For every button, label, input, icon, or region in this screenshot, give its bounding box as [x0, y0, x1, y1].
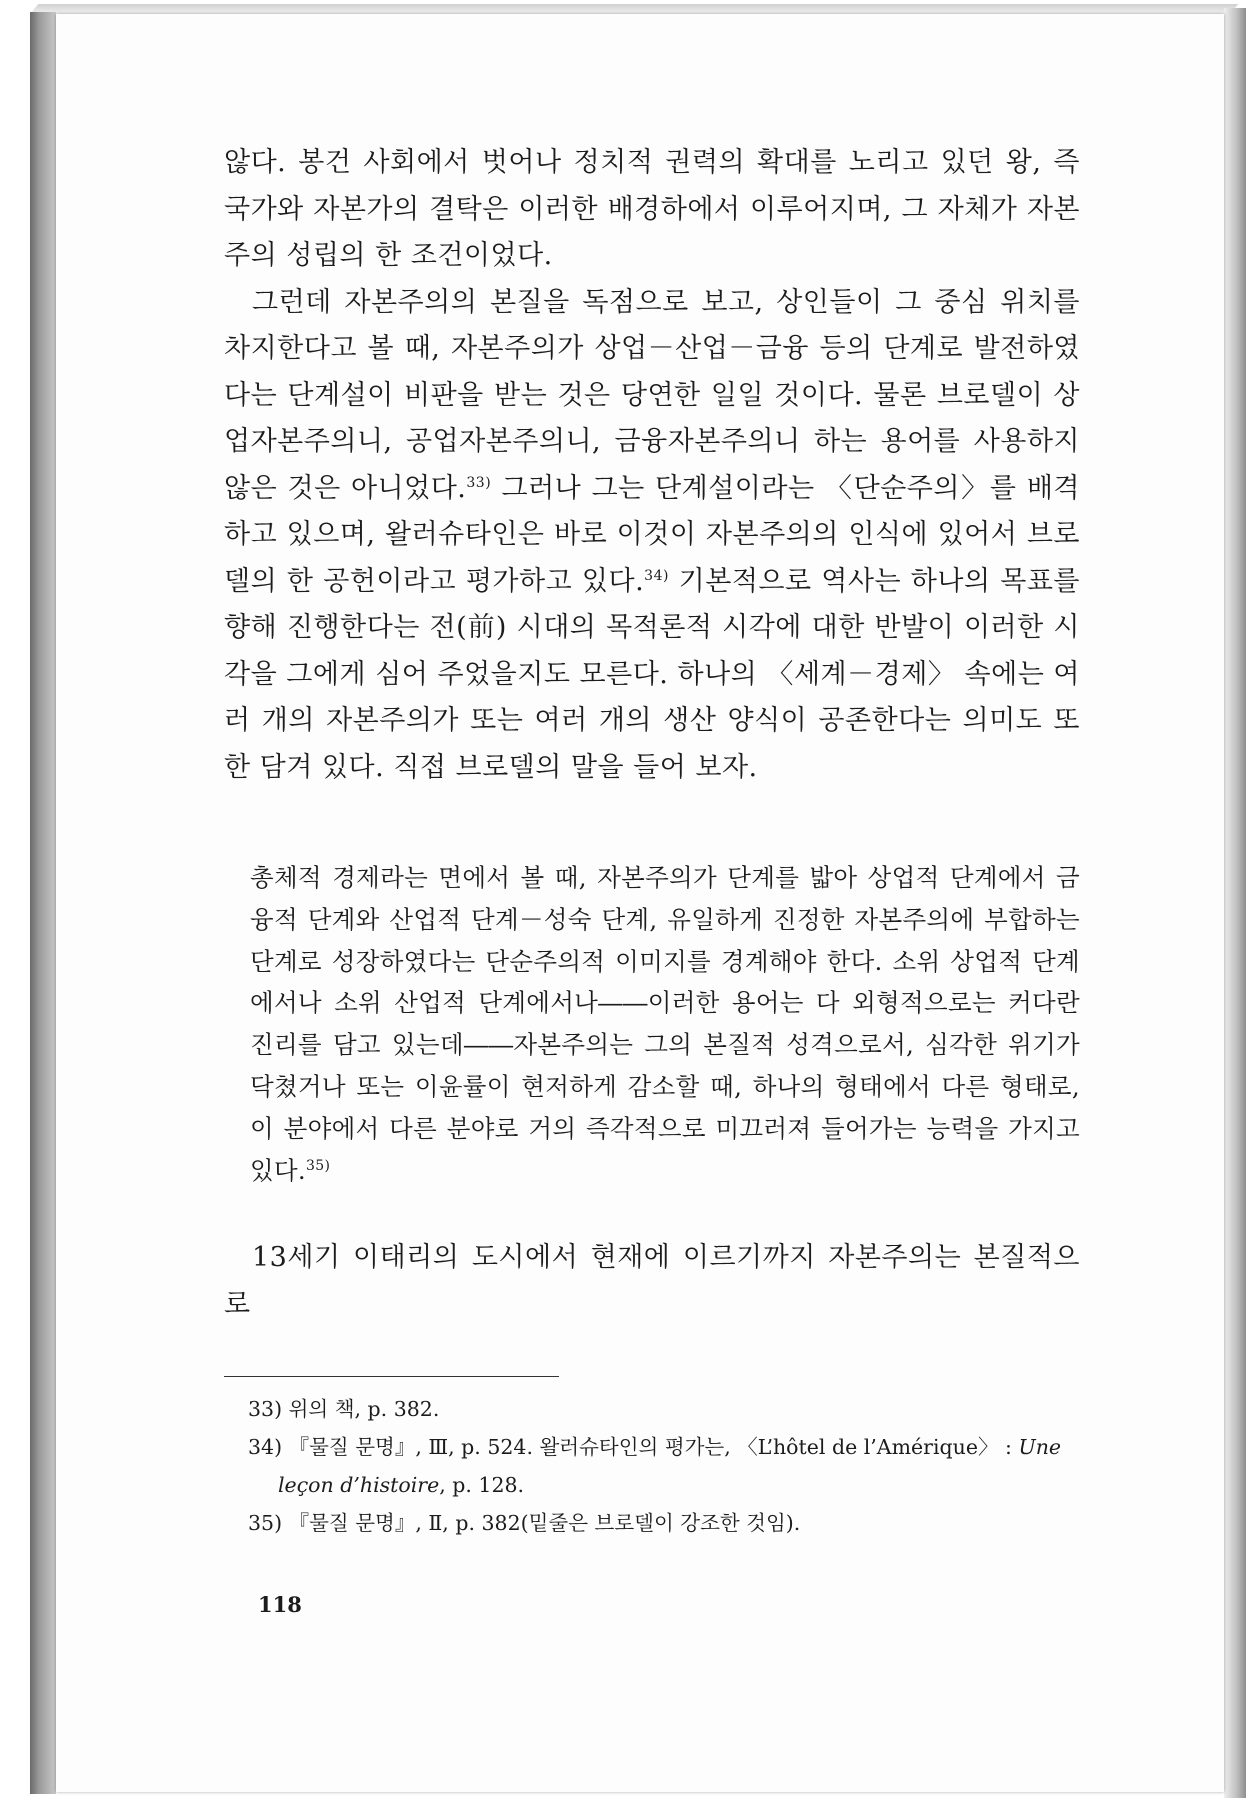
- paragraph-2: [224, 280, 1080, 792]
- footnotes: [248, 1390, 1080, 1542]
- footnote-34-title-b: leçon d’histoire: [278, 1473, 440, 1497]
- footnote-divider: [224, 1376, 559, 1377]
- footnote-34-title-a: Une: [1018, 1435, 1062, 1459]
- book-right-edge: [1224, 8, 1246, 1798]
- page-number: 118: [258, 1592, 302, 1617]
- page-body: [224, 140, 1080, 1328]
- footnote-34-text: 34) 『물질 문명』, Ⅲ, p. 524. 왈러슈타인의 평가는, 〈L’hôtel de l’Amérique〉 :: [248, 1435, 1019, 1459]
- footnote-ref-35: 35): [306, 1157, 331, 1174]
- block-quote-text: 총체적 경제라는 면에서 볼 때, 자본주의가 단계를 밟아 상업적 단계에서 금융적 단계와 산업적 단계－성숙 단계, 유일하게 진정한 자본주의에 부합하는 단계로 성장하였다는 단순주의적 이미지를 경계해야 한다. 소위 상업적 단계에서나 소위 산업적 단계에서나――이러한 용어는 다 외형적으로는 커다란 진리를 담고 있는데――자본주의는 그의 본질적 성격으로서, 심각한 위기가 닥쳤거나 또는 이윤률이 현저하게 감소할 때, 하나의 형태에서 다른 형태로, 이 분야에서 다른 분야로 거의 즉각적으로 미끄러져 들어가는 능력을 가지고 있다.: [250, 863, 1080, 1185]
- block-quote: [224, 857, 1080, 1191]
- footnote-34: [248, 1428, 1080, 1504]
- footnote-35: 35) 『물질 문명』, Ⅱ, p. 382(밑줄은 브로델이 강조한 것임).: [248, 1511, 801, 1535]
- book-spine-edge: [30, 12, 56, 1794]
- footnote-33: 33) 위의 책, p. 382.: [248, 1397, 440, 1421]
- footnote-ref-33: 33): [466, 474, 492, 491]
- paragraph-3: 13세기 이태리의 도시에서 현재에 이르기까지 자본주의는 본질적으로: [224, 1242, 1080, 1320]
- paragraph-2-part-c: 기본적으로 역사는 하나의 목표를 향해 진행한다는 전(前) 시대의 목적론적 시각에 대한 반발이 이러한 시각을 그에게 심어 주었을지도 모른다. 하나의 〈세계－경제〉 속에는 여러 개의 자본주의가 또는 여러 개의 생산 양식이 공존한다는 의미도 또한 담겨 있다. 직접 브로델의 말을 들어 보자.: [224, 565, 1081, 783]
- paragraph-1: 않다. 봉건 사회에서 벗어나 정치적 권력의 확대를 노리고 있던 왕, 즉 국가와 자본가의 결탁은 이러한 배경하에서 이루어지며, 그 자체가 자본주의 성립의 한 조건이었다.: [224, 147, 1080, 271]
- book-top-edge: [30, 4, 1238, 14]
- footnote-ref-34: 34): [644, 567, 669, 584]
- footnote-34-end: , p. 128.: [439, 1473, 525, 1497]
- paragraph-2-part-b: 그러나 그는 단계설이라는 〈단순주의〉를 배격하고 있으며, 왈러슈타인은 바로 이것이 자본주의의 인식에 있어서 브로델의 한 공헌이라고 평가하고 있다.: [224, 472, 1080, 597]
- paragraph-2-part-a: 그런데 자본주의의 본질을 독점으로 보고, 상인들이 그 중심 위치를 차지한다고 볼 때, 자본주의가 상업－산업－금융 등의 단계로 발전하였다는 단계설이 비판을 받는 것은 당연한 일일 것이다. 물론 브로델이 상업자본주의니, 공업자본주의니, 금융자본주의니 하는 용어를 사용하지 않은 것은 아니었다.: [224, 286, 1080, 504]
